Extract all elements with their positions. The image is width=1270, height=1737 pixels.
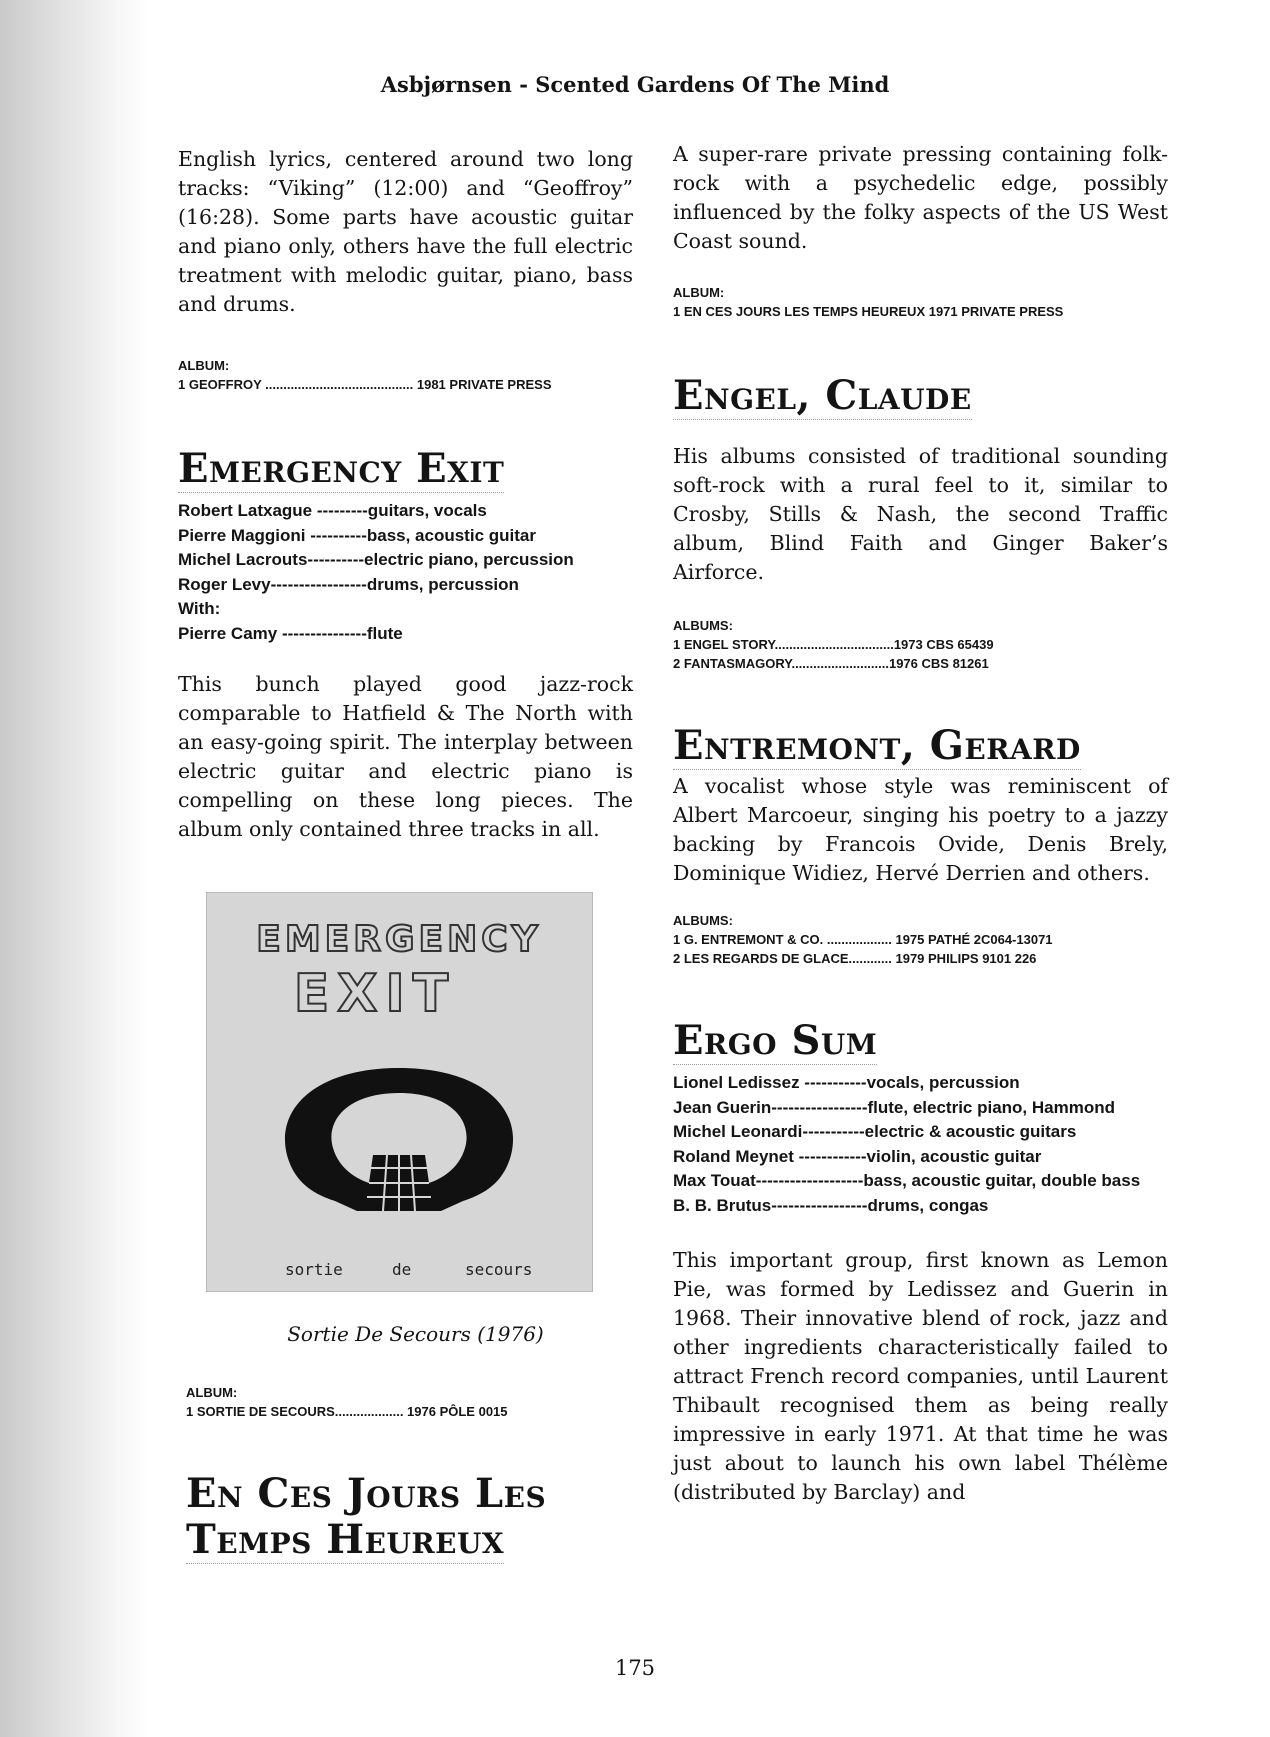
discography-row: 1 G. ENTREMONT & CO. .................. 1975 PATHÉ 2C064-13071 xyxy=(673,932,1053,947)
discography-row: 1 GEOFFROY ......................................... 1981 PRIVATE PRESS xyxy=(178,377,552,392)
discography-row: 2 FANTASMAGORY...........................1976 CBS 81261 xyxy=(673,656,989,671)
lineup-row: With: xyxy=(178,599,221,618)
lineup-row: Pierre Maggioni ----------bass, acoustic guitar xyxy=(178,525,536,545)
emergency-exit-lineup xyxy=(178,499,633,646)
lineup-row: Jean Guerin-----------------flute, electric piano, Hammond xyxy=(673,1097,1115,1117)
entremont-description: A vocalist whose style was reminiscent of Albert Marcoeur, singing his poetry to a jazzy backing by Francois Ovide, Denis Brely, Dominique Widiez, Hervé Derrien and others. xyxy=(673,774,1168,885)
lineup-row: Michel Leonardi-----------electric & acoustic guitars xyxy=(673,1122,1077,1141)
engel-description: His albums consisted of traditional sounding soft-rock with a rural feel to it, similar to Crosby, Stills & Nash, the second Traffic album, Blind Faith and Ginger Baker’s Airforce. xyxy=(673,444,1168,584)
lineup-row: B. B. Brutus-----------------drums, congas xyxy=(673,1195,989,1215)
geoffroy-discography xyxy=(178,357,633,394)
en-ces-jours-description: A super-rare private pressing containing folk-rock with a psychedelic edge, possibly influenced by the folky aspects of the US West Coast sound. xyxy=(673,142,1168,253)
discography-row: 1 ENGEL STORY.................................1973 CBS 65439 xyxy=(673,637,994,652)
ergo-sum-lineup xyxy=(673,1071,1168,1218)
album-cover-sortie-de-secours xyxy=(206,892,593,1292)
cover-subtitle-2: de xyxy=(392,1260,412,1279)
page-number: 175 xyxy=(614,1656,656,1680)
left-column xyxy=(178,145,633,1564)
entry-heading-entremont-gerard: Entremont, Gerard xyxy=(673,722,1081,769)
entremont-discography xyxy=(673,912,1168,968)
en-ces-jours-discography xyxy=(673,284,1168,321)
lineup-row: Lionel Ledissez -----------vocals, percussion xyxy=(673,1073,1020,1092)
entry-heading-engel-claude: Engel, Claude xyxy=(673,372,972,419)
discography-row: 2 LES REGARDS DE GLACE............ 1979 PHILIPS 9101 226 xyxy=(673,951,1037,966)
discography-label: ALBUM: xyxy=(178,358,230,373)
engel-discography xyxy=(673,617,1168,673)
page-gutter-shadow xyxy=(0,0,150,1737)
lineup-row: Pierre Camy ---------------flute xyxy=(178,623,403,643)
right-column xyxy=(673,140,1168,1507)
entry-heading-ergo-sum: Ergo Sum xyxy=(673,1017,878,1064)
lineup-row: Robert Latxague ---------guitars, vocals xyxy=(178,501,487,520)
entry-heading-en-ces-jours-line-2: Temps Heureux xyxy=(186,1516,505,1563)
discography-label: ALBUMS: xyxy=(673,913,733,928)
ergo-sum-description: This important group, first known as Lemon Pie, was formed by Ledissez and Guerin in 1968. Their innovative blend of rock, jazz and other ingredients characteristically failed to attract French record companies, until Laurent Thibault recognised them as being really impressive in early 1971. At that time he was just about to launch his own label Thélème (distributed by Barclay) and xyxy=(673,1248,1168,1504)
cover-caption: Sortie De Secours (1976) xyxy=(287,1322,544,1346)
cover-title-bottom: EXIT xyxy=(293,964,457,1024)
discography-row: 1 SORTIE DE SECOURS................... 1976 PÔLE 0015 xyxy=(186,1404,508,1419)
discography-label: ALBUM: xyxy=(673,285,725,300)
lineup-row: Michel Lacrouts----------electric piano, percussion xyxy=(178,550,574,569)
cover-artwork xyxy=(207,893,592,1291)
cover-subtitle-1: sortie xyxy=(285,1260,343,1279)
lineup-row: Roland Meynet ------------violin, acoustic guitar xyxy=(673,1146,1042,1166)
discography-label: ALBUMS: xyxy=(673,618,733,633)
discography-label: ALBUM: xyxy=(186,1385,238,1400)
lineup-row: Roger Levy-----------------drums, percussion xyxy=(178,574,519,594)
emergency-exit-discography xyxy=(186,1384,633,1421)
entry-heading-emergency-exit: Emergency Exit xyxy=(178,445,505,492)
cover-subtitle-3: secours xyxy=(465,1260,533,1279)
cover-title-top: EMERGENCY xyxy=(256,919,542,960)
lineup-row: Max Touat-------------------bass, acoustic guitar, double bass xyxy=(673,1171,1141,1190)
discography-row: 1 EN CES JOURS LES TEMPS HEUREUX 1971 PRIVATE PRESS xyxy=(673,304,1064,319)
emergency-exit-description: This bunch played good jazz-rock comparable to Hatfield & The North with an easy-going spirit. The interplay between electric guitar and electric piano is compelling on these long pieces. The album only contained three tracks in all. xyxy=(178,672,633,841)
geoffroy-description: English lyrics, centered around two long tracks: “Viking” (12:00) and “Geoffroy” (16:28). Some parts have acoustic guitar and piano only, others have the full electric treatment with melodic guitar, piano, bass and drums. xyxy=(178,147,633,316)
entry-heading-en-ces-jours-line-1: En Ces Jours Les xyxy=(186,1470,547,1517)
running-head: Asbjørnsen - Scented Gardens Of The Mind xyxy=(380,72,890,97)
